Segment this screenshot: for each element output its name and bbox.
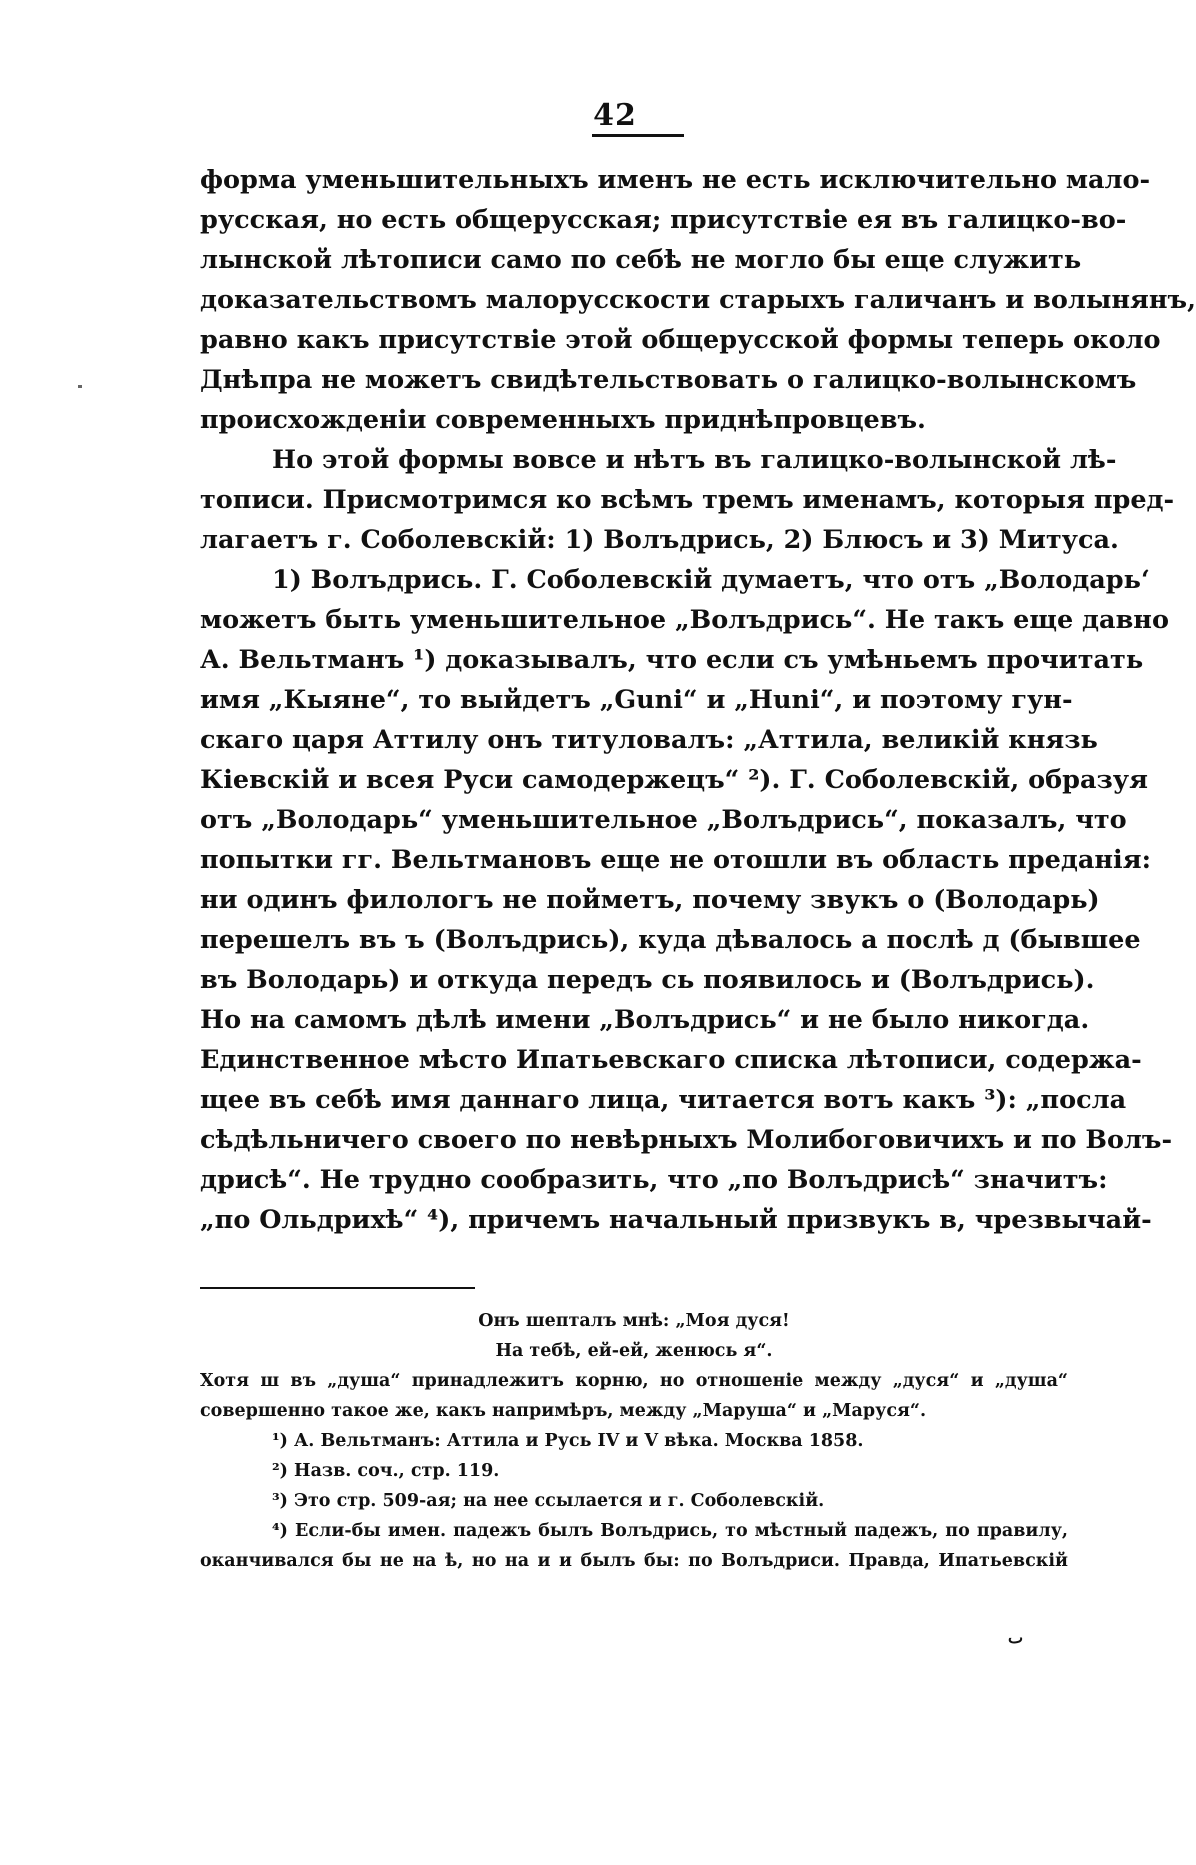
text-line: щее въ себѣ имя даннаго лица, читается вотъ какъ ³): „посла [200,1085,1127,1115]
text-line: форма уменьшительныхъ именъ не есть исключительно мало- [200,165,1151,195]
text-line: доказательствомъ малорусскости старыхъ галичанъ и волынянъ, [200,285,1196,315]
footnote-line: Онъ шепталъ мнѣ: „Моя дуся! [478,1311,790,1331]
footnote-separator-rule [200,1287,475,1289]
footnote-line: оканчивался бы не на ѣ, но на и и былъ бы: по Волъдриси. Правда, Ипатьевскій [200,1551,1068,1571]
footnote-line: ⁴) Если-бы имен. падежъ былъ Волъдрись, то мѣстный падежъ, по правилу, [272,1521,1068,1541]
margin-speck [78,385,82,388]
footnote-line: ³) Это стр. 509-ая; на нее ссылается и г. Соболевскій. [272,1491,825,1511]
text-line: русская, но есть общерусская; присутствіе ея въ галицко-во- [200,205,1127,235]
main-text-block [200,160,1196,1240]
text-line: въ Володарь) и откуда передъ сь появилось и (Волъдрись). [200,965,1095,995]
text-line: происхожденіи современныхъ приднѣпровцевъ. [200,405,926,435]
text-line: лагаетъ г. Соболевскій: 1) Волъдрись, 2) Блюсъ и 3) Митуса. [200,525,1119,555]
footnote-line: На тебѣ, ей-ей, женюсь я“. [495,1341,773,1361]
text-line: ни одинъ филологъ не пойметъ, почему звукъ о (Володарь) [200,885,1100,915]
footnote-line: совершенно такое же, какъ напримѣръ, между „Маруша“ и „Маруся“. [200,1401,927,1421]
stray-ink-mark: ٮ [1008,1628,1024,1647]
page-number: 42 [593,98,637,133]
footnote-line: ²) Назв. соч., стр. 119. [272,1461,500,1481]
text-line: попытки гг. Вельтмановъ еще не отошли въ область преданія: [200,845,1151,875]
footnote-line: ¹) А. Вельтманъ: Аттила и Русь IV и V вѣка. Москва 1858. [272,1431,864,1451]
text-line: дрисѣ“. Не трудно сообразить, что „по Волъдрисѣ“ значитъ: [200,1165,1108,1195]
text-line: 1) Волъдрись. Г. Соболевскій думаетъ, что отъ „Володарь‘ [272,565,1150,595]
text-line: Но этой формы вовсе и нѣтъ въ галицко-волынской лѣ- [272,445,1117,475]
text-line: А. Вельтманъ ¹) доказывалъ, что если съ умѣньемъ прочитать [200,645,1144,675]
text-line: имя „Кыяне“, то выйдетъ „Guni“ и „Huni“, и поэтому гун- [200,685,1073,715]
text-line: „по Ольдрихѣ“ ⁴), причемъ начальный призвукъ в, чрезвычай- [200,1205,1152,1235]
text-line: скаго царя Аттилу онъ титуловалъ: „Аттила, великій князь [200,725,1098,755]
footnote-line: Хотя ш въ „душа“ принадлежитъ корню, но отношеніе между „дуся“ и „душа“ [200,1371,1068,1391]
text-line: лынской лѣтописи само по себѣ не могло бы еще служить [200,245,1082,275]
text-line: Днѣпра не можетъ свидѣтельствовать о галицко-волынскомъ [200,365,1137,395]
text-line: перешелъ въ ъ (Волъдрись), куда дѣвалось а послѣ д (бывшее [200,925,1141,955]
footnotes-block [200,1306,1068,1576]
text-line: Кіевскій и всея Руси самодержецъ“ ²). Г. Соболевскій, образуя [200,765,1148,795]
text-line: Но на самомъ дѣлѣ имени „Волъдрись“ и не было никогда. [200,1005,1090,1035]
text-line: сѣдѣльничего своего по невѣрныхъ Молибоговичихъ и по Волъ- [200,1125,1173,1155]
text-line: тописи. Присмотримся ко всѣмъ тремъ именамъ, которыя пред- [200,485,1175,515]
text-line: Единственное мѣсто Ипатьевскаго списка лѣтописи, содержа- [200,1045,1142,1075]
page-number-underline [592,134,684,137]
text-line: равно какъ присутствіе этой общерусской формы теперь около [200,325,1161,355]
text-line: можетъ быть уменьшительное „Волъдрись“. Не такъ еще давно [200,605,1169,635]
text-line: отъ „Володарь“ уменьшительное „Волъдрись“, показалъ, что [200,805,1127,835]
